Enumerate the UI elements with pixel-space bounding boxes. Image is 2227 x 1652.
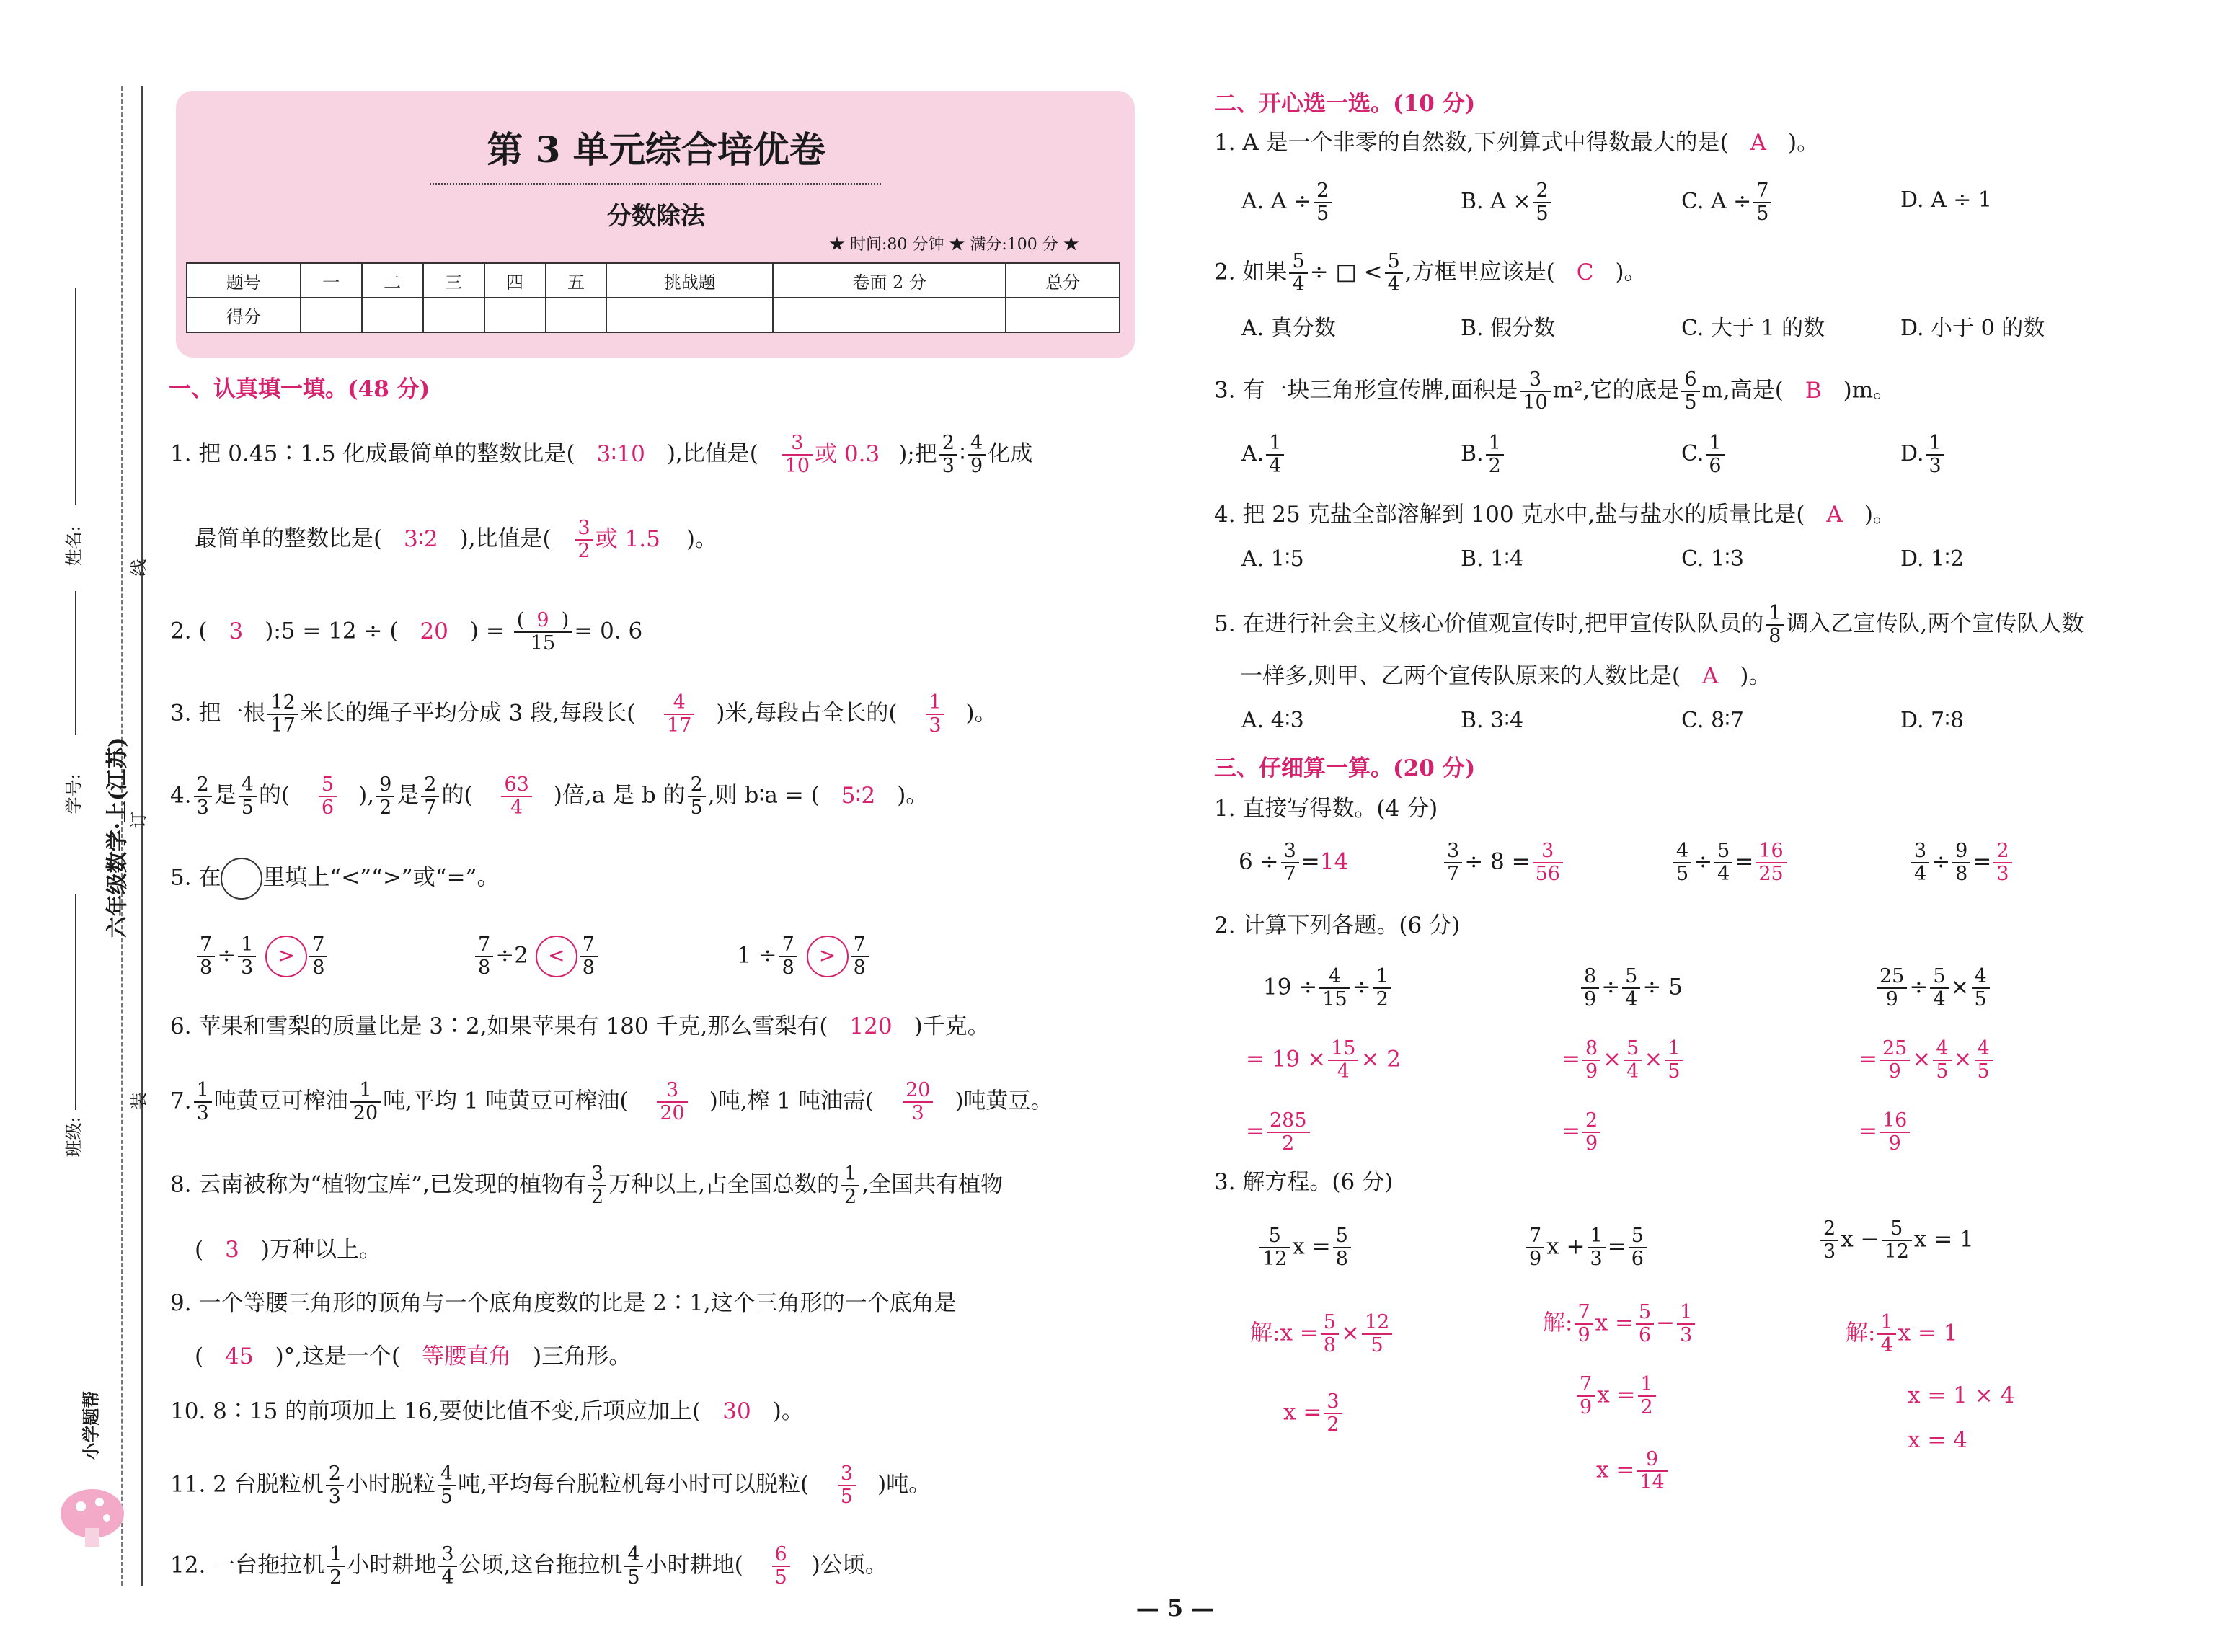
score-col: 题号 — [187, 263, 301, 298]
calc-2-step-1: = $\frac{8}{9}$ × $\frac{5}{4}$ × $\frac{1}{5}$ — [1562, 1038, 1686, 1083]
name-blank — [75, 288, 76, 505]
blank-circle-icon — [221, 858, 262, 900]
question-10: 10. 8∶15 的前项加上 16,要使比值不变,后项应加上( 30 )。 — [170, 1398, 804, 1424]
calc-3-result: = $\frac{16}{9}$ — [1859, 1110, 1912, 1155]
question-6: 6. 苹果和雪梨的质量比是 3∶2,如果苹果有 180 千克,那么雪梨有( 120 )千克。 — [170, 1013, 990, 1039]
compare-circle: > — [807, 936, 849, 977]
equation-2-step-1: 解: $\frac{7}{9}$ x = $\frac{5}{6}$ − $\frac{1}{3}$ — [1543, 1302, 1697, 1346]
score-row-label: 得分 — [187, 298, 301, 332]
option-b[interactable]: B. A × $\frac{2}{5}$ — [1461, 180, 1554, 225]
part-1-title: 1. 直接写得数。(4 分) — [1214, 796, 1438, 822]
score-col: 五 — [546, 263, 607, 298]
fraction: $\frac{2}{5}$ — [688, 774, 706, 819]
equation-1: $\frac{5}{12}$ x = $\frac{5}{8}$ — [1257, 1225, 1353, 1270]
question-8-cont: ( 3 )万种以上。 — [195, 1237, 381, 1263]
xuehao-blank — [75, 591, 76, 735]
name-label: 姓名: — [63, 525, 84, 567]
score-table — [186, 262, 1120, 333]
calc-2-problem: $\frac{8}{9}$ ÷ $\frac{5}{4}$ ÷ 5 — [1579, 966, 1683, 1011]
option-c[interactable]: C. 8∶7 — [1681, 708, 1744, 733]
score-col: 卷面 2 分 — [773, 263, 1006, 298]
fraction: $\frac{4}{9}$ — [968, 432, 986, 477]
section-1-title: 一、认真填一填。(48 分) — [169, 376, 430, 402]
binding-word-zhuang: 装 — [128, 1092, 149, 1110]
score-col: 二 — [362, 263, 423, 298]
question-7: 7. $\frac{1}{3}$ 吨黄豆可榨油 $\frac{1}{20}$ 吨,平均 1 吨黄豆可榨油( $\frac{3}{20}$ )吨,榨 1 吨油需( $\frac{20}{3}$ )吨黄豆。 — [170, 1079, 1053, 1124]
option-d[interactable]: D. A ÷ 1 — [1900, 187, 1993, 213]
option-a[interactable]: A. A ÷ $\frac{2}{5}$ — [1241, 180, 1334, 225]
score-cell[interactable] — [423, 298, 484, 332]
fraction: $\frac{2}{3}$ — [939, 432, 957, 477]
score-cell[interactable] — [773, 298, 1006, 332]
equation-3-step-1: 解: $\frac{1}{4}$ x = 1 — [1846, 1311, 1958, 1356]
equation-1-step-1: 解:x = $\frac{5}{8}$ × $\frac{12}{5}$ — [1250, 1312, 1394, 1356]
fraction: $\frac{2}{7}$ — [421, 774, 439, 819]
binding-word-xian: 线 — [128, 559, 149, 577]
option-a[interactable]: A. 4∶3 — [1241, 708, 1304, 733]
question-11: 11. 2 台脱粒机 $\frac{2}{3}$ 小时脱粒 $\frac{4}{5}$ 吨,平均每台脱粒机每小时可以脱粒( $\frac{3}{5}$ )吨。 — [170, 1462, 931, 1508]
question-1-cont: 最简单的整数比是( 3∶2 ),比值是( $\frac{3}{2}$ 或 1.5 )。 — [195, 517, 717, 562]
score-col: 挑战题 — [606, 263, 773, 298]
option-b[interactable]: B. 3∶4 — [1461, 708, 1524, 733]
book-title: 六年级数学·上(江苏) — [105, 737, 130, 938]
direct-calc-3: $\frac{4}{5}$ ÷ $\frac{5}{4}$ = $\frac{16}{25}$ — [1671, 840, 1789, 885]
score-cell[interactable] — [1006, 298, 1120, 332]
fraction: $\frac{9}{2}$ — [376, 774, 394, 819]
question-3: 3. 把一根 $\frac{12}{17}$ 米长的绳子平均分成 3 段,每段长( $\frac{4}{17}$ )米,每段占全长的( $\frac{1}{3}$ )。 — [170, 691, 997, 737]
title-rule — [430, 183, 881, 185]
option-c[interactable]: C. $\frac{1}{6}$ — [1681, 432, 1727, 477]
choice-question-1: 1. A 是一个非零的自然数,下列算式中得数最大的是( A )。 — [1214, 130, 1820, 156]
equation-1-result: x = $\frac{3}{2}$ — [1283, 1391, 1345, 1436]
question-5: 5. 在 里填上“<”“>”或“=”。 — [170, 858, 499, 900]
fraction: $\frac{12}{17}$ — [267, 692, 298, 737]
direct-calc-2: $\frac{3}{7}$ ÷ 8 = $\frac{3}{56}$ — [1442, 840, 1565, 885]
compare-circle: < — [536, 936, 577, 977]
exam-meta: ★ 时间:80 分钟 ★ 满分:100 分 ★ — [829, 236, 1079, 254]
page-subtitle: 分数除法 — [607, 202, 705, 231]
fraction: $\frac{3}{10}$ — [782, 432, 813, 477]
fraction: $\frac{4}{17}$ — [664, 692, 694, 737]
fraction: $\frac{4}{5}$ — [239, 774, 257, 819]
question-5-item-1: $\frac{7}{8}$ ÷ $\frac{1}{3}$ > $\frac{7}{8}$ — [195, 934, 329, 979]
score-cell[interactable] — [606, 298, 773, 332]
question-8: 8. 云南被称为“植物宝库”,已发现的植物有 $\frac{3}{2}$ 万种以上,占全国总数的 $\frac{1}{2}$ ,全国共有植物 — [170, 1163, 1004, 1208]
fraction: $\frac{2}{3}$ — [194, 774, 212, 819]
direct-calc-4: $\frac{3}{4}$ ÷ $\frac{9}{8}$ = $\frac{2}{3}$ — [1909, 840, 2014, 885]
equation-3-result: x = 4 — [1908, 1427, 1967, 1453]
choice-question-5: 5. 在进行社会主义核心价值观宣传时,把甲宣传队队员的 $\frac{1}{8}$ 调入乙宣传队,两个宣传队人数 — [1214, 602, 2084, 647]
equation-2-step-2: $\frac{7}{9}$ x = $\frac{1}{2}$ — [1575, 1374, 1658, 1418]
class-blank — [75, 894, 76, 1110]
score-col: 总分 — [1006, 263, 1120, 298]
calc-3-step-1: = $\frac{25}{9}$ × $\frac{4}{5}$ × $\frac{4}{5}$ — [1859, 1038, 1995, 1083]
page-number: — 5 — — [1135, 1594, 1215, 1622]
score-cell[interactable] — [484, 298, 546, 332]
part-3-title: 3. 解方程。(6 分) — [1214, 1169, 1394, 1195]
fraction: $\frac{3}{2}$ — [575, 518, 593, 562]
mushroom-logo-icon — [56, 1485, 128, 1550]
option-c[interactable]: C. A ÷ $\frac{7}{5}$ — [1681, 180, 1774, 225]
direct-calc-1: 6 ÷ $\frac{3}{7}$ =14 — [1239, 840, 1349, 885]
class-label: 班级: — [63, 1116, 84, 1158]
option-b[interactable]: B. 假分数 — [1461, 316, 1556, 341]
calc-1-step-1: = 19 × $\frac{15}{4}$ × 2 — [1246, 1037, 1402, 1083]
compare-circle: > — [265, 936, 307, 977]
option-a[interactable]: A. $\frac{1}{4}$ — [1241, 432, 1286, 477]
fraction: $\frac{63}{4}$ — [501, 774, 531, 819]
question-5-item-2: $\frac{7}{8}$ ÷2 < $\frac{7}{8}$ — [473, 934, 600, 979]
option-d[interactable]: D. 7∶8 — [1900, 708, 1965, 733]
score-col: 四 — [484, 263, 546, 298]
option-b[interactable]: B. 1∶4 — [1461, 546, 1524, 572]
equation-2: $\frac{7}{9}$ x + $\frac{1}{3}$ = $\frac{5}{6}$ — [1524, 1225, 1649, 1270]
question-2: 2. ( 3 ):5 = 12 ÷ ( 20 ) = $\frac{( 9 )}{15}$ = 0. 6 — [170, 609, 643, 654]
binding-word-ding: 订 — [128, 811, 149, 829]
option-a[interactable]: A. 真分数 — [1241, 316, 1336, 341]
question-9: 9. 一个等腰三角形的顶角与一个底角度数的比是 2∶1,这个三角形的一个底角是 — [170, 1290, 957, 1316]
brand-text: 小学题帮 — [80, 1390, 102, 1460]
choice-question-2: 2. 如果 $\frac{5}{4}$ ÷ □ < $\frac{5}{4}$ ,方框里应该是( C )。 — [1214, 250, 1647, 296]
score-cell[interactable] — [301, 298, 362, 332]
question-1: 1. 把 0.45∶1.5 化成最简单的整数比是( 3∶10 ),比值是( $\frac{3}{10}$ 或 0.3 );把 $\frac{2}{3}$ ∶ $\frac{4}{9}$ 化成 — [170, 432, 1033, 477]
calc-3-problem: $\frac{25}{9}$ ÷ $\frac{5}{4}$ × $\frac{4}{5}$ — [1874, 966, 1992, 1011]
question-5-item-3: 1 ÷ $\frac{7}{8}$ > $\frac{7}{8}$ — [737, 934, 871, 979]
fraction: $\frac{1}{3}$ — [926, 692, 944, 737]
question-4: 4. $\frac{2}{3}$ 是 $\frac{4}{5}$ 的( $\frac{5}{6}$ ), $\frac{9}{2}$ 是 $\frac{2}{7}$ 的( $\frac{63}{4}$ )倍,a 是 b 的 $\frac{2}{5}$ ,则 b∶a = ( 5∶2 )。 — [170, 773, 929, 819]
section-3-title: 三、仔细算一算。(20 分) — [1214, 755, 1476, 781]
equation-3-step-2: x = 1 × 4 — [1908, 1382, 2015, 1408]
choice-question-3: 3. 有一块三角形宣传牌,面积是 $\frac{3}{10}$ m²,它的底是 $\frac{6}{5}$ m,高是( B )m。 — [1214, 368, 1896, 414]
part-2-title: 2. 计算下列各题。(6 分) — [1214, 912, 1461, 938]
calc-1-result: = $\frac{285}{2}$ — [1246, 1110, 1312, 1155]
page-title: 第 3 单元综合培优卷 — [487, 128, 825, 171]
xuehao-label: 学号: — [63, 773, 84, 814]
question-9-cont: ( 45 )°,这是一个( 等腰直角 )三角形。 — [195, 1344, 632, 1369]
option-d[interactable]: D. $\frac{1}{3}$ — [1900, 432, 1947, 477]
score-cell[interactable] — [362, 298, 423, 332]
calc-1-problem: 19 ÷ $\frac{4}{15}$ ÷ $\frac{1}{2}$ — [1263, 966, 1394, 1011]
score-cell[interactable] — [546, 298, 607, 332]
fraction: $\frac{( 9 )}{15}$ — [514, 610, 572, 654]
option-c[interactable]: C. 大于 1 的数 — [1681, 316, 1825, 341]
choice-question-4: 4. 把 25 克盐全部溶解到 100 克水中,盐与盐水的质量比是( A )。 — [1214, 502, 1895, 528]
score-col: 三 — [423, 263, 484, 298]
fraction: $\frac{5}{6}$ — [319, 774, 337, 819]
equation-3: $\frac{2}{3}$ x − $\frac{5}{12}$ x = 1 — [1818, 1218, 1974, 1263]
equation-2-result: x = $\frac{9}{14}$ — [1596, 1449, 1670, 1493]
option-b[interactable]: B. $\frac{1}{2}$ — [1461, 432, 1506, 477]
calc-2-result: = $\frac{2}{9}$ — [1562, 1110, 1603, 1155]
option-d[interactable]: D. 小于 0 的数 — [1900, 316, 2045, 341]
section-2-title: 二、开心选一选。(10 分) — [1214, 91, 1476, 117]
option-c[interactable]: C. 1∶3 — [1681, 546, 1744, 572]
binding-line-outer — [141, 86, 143, 1586]
option-a[interactable]: A. 1∶5 — [1241, 546, 1304, 572]
option-d[interactable]: D. 1∶2 — [1900, 546, 1965, 572]
question-12: 12. 一台拖拉机 $\frac{1}{2}$ 小时耕地 $\frac{3}{4}$ 公顷,这台拖拉机 $\frac{4}{5}$ 小时耕地( $\frac{6}{5}$ )公顷。 — [170, 1543, 887, 1589]
score-col: 一 — [301, 263, 362, 298]
choice-question-5-cont: 一样多,则甲、乙两个宣传队原来的人数比是( A )。 — [1240, 663, 1771, 689]
